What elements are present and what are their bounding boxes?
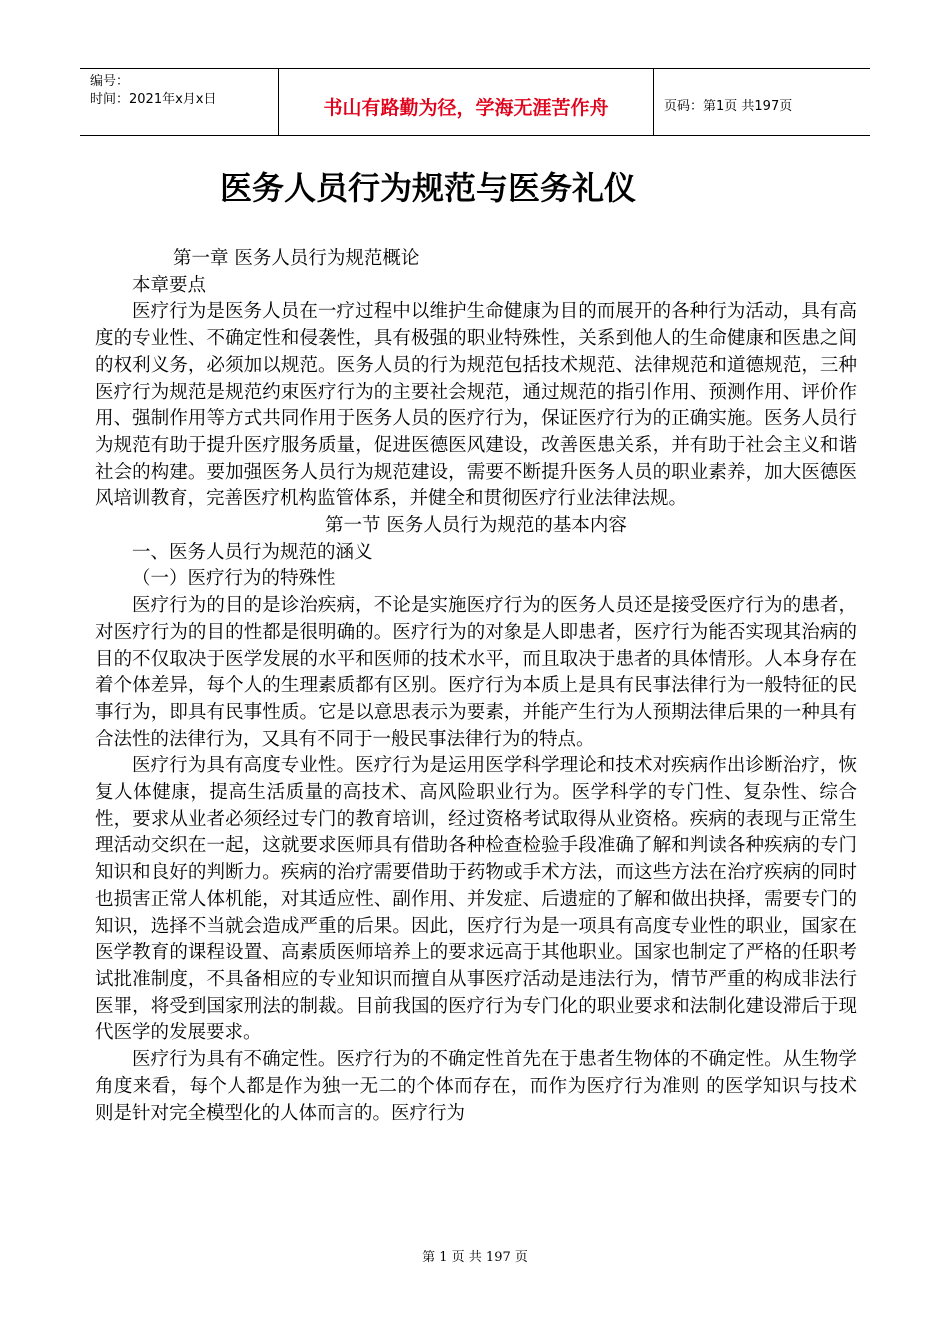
- document-title: 医务人员行为规范与医务礼仪: [219, 169, 636, 207]
- paragraph: 医疗行为具有高度专业性。医疗行为是运用医学科学理论和技术对疾病作出诊断治疗，恢复人体健康，提高生活质量的高技术、高风险职业行为。医学科学的专门性、复杂性、综合性，要求从业者必须经过专门的教育培训，经过资格考试取得从业资格。疾病的表现与正常生理活动交织在一起，这就要求医师具有借助各种检查检验手段准确了解和判读各种疾病的专门知识和良好的判断力。疾病的治疗需要借助于药物或手术方法，而这些方法在治疗疾病的同时也损害正常人体机能，对其适应性、副作用、并发症、后遗症的了解和做出抉择，需要专门的知识，选择不当就会造成严重的后果。因此，医疗行为是一项具有高度专业性的职业，国家在医学教育的课程设置、高素质医师培养上的要求远高于其他职业。国家也制定了严格的任职考试批准制度，不具备相应的专业知识而擅自从事医疗活动是违法行为，情节严重的构成非法行医罪，将受到国家刑法的制裁。目前我国的医疗行为专门化的职业要求和法制化建设滞后于现代医学的发展要求。: [95, 755, 857, 1044]
- header-motto: 书山有路勤为径，学海无涯苦作舟: [279, 69, 654, 135]
- page-footer: 第 1 页 共 197 页: [422, 1250, 528, 1265]
- document-time-label: 时间：2021年x月x日: [90, 92, 217, 107]
- header-meta-cell: [80, 69, 279, 135]
- subheading: 一、医务人员行为规范的涵义: [132, 541, 373, 563]
- paragraph: 医疗行为的目的是诊治疾病，不论是实施医疗行为的医务人员还是接受医疗行为的患者，对医疗行为的目的性都是很明确的。医疗行为的对象是人即患者，医疗行为能否实现其治病的目的不仅取决于医学发展的水平和医师的技术水平，而且取决于患者的具体情形。人本身存在着个体差异，每个人的生理素质都有区别。医疗行为本质上是具有民事法律行为一般特征的民事行为，即具有民事性质。它是以意思表示为要素，并能产生行为人预期法律后果的一种具有合法性的法律行为，又具有不同于一般民事法律行为的特点。: [95, 595, 857, 750]
- subheading: （一）医疗行为的特殊性: [132, 568, 336, 590]
- chapter-heading: 第一章 医务人员行为规范概论: [173, 248, 420, 269]
- key-points-heading: 本章要点: [132, 274, 207, 296]
- document-body: [95, 246, 857, 1127]
- paragraph: 医疗行为具有不确定性。医疗行为的不确定性首先在于患者生物体的不确定性。从生物学角度来看，每个人都是作为独一无二的个体而存在，而作为医疗行为准则 的医学知识与技术则是针对完全模型化的人体而言的。医疗行为: [95, 1049, 857, 1124]
- header-table: [80, 68, 870, 136]
- document-number-label: 编号：: [90, 74, 130, 89]
- header-page-info: 页码：第1页 共197页: [664, 98, 793, 114]
- section-heading: 第一节 医务人员行为规范的基本内容: [325, 515, 627, 537]
- paragraph: 医疗行为是医务人员在一疗过程中以维护生命健康为目的而展开的各种行为活动，具有高度的专业性、不确定性和侵袭性，具有极强的职业特殊性，关系到他人的生命健康和医患之间的权利义务，必须加以规范。医务人员的行为规范包括技术规范、法律规范和道德规范，三种医疗行为规范是规范约束医疗行为的主要社会规范，通过规范的指引作用、预测作用、评价作用、强制作用等方式共同作用于医务人员的医疗行为，保证医疗行为的正确实施。医务人员行为规范有助于提升医疗服务质量，促进医德医风建设，改善医患关系，并有助于社会主义和谐社会的构建。要加强医务人员行为规范建设，需要不断提升医务人员的职业素养，加大医德医风培训教育，完善医疗机构监管体系，并健全和贯彻医疗行业法律法规。: [95, 301, 857, 510]
